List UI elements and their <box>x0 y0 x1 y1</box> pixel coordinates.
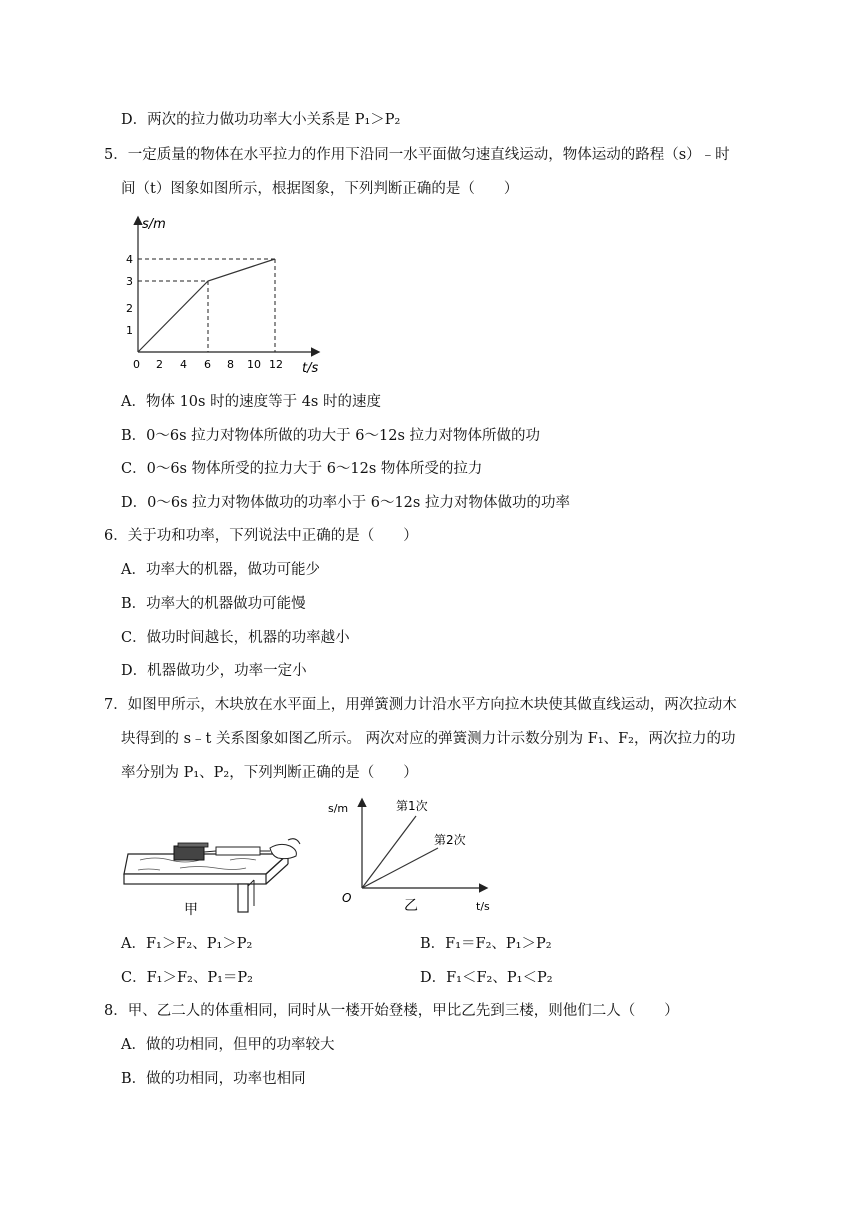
q5-ytick-2: 2 <box>126 302 133 315</box>
q7-st-chart <box>328 794 494 918</box>
q7-fig-yi-label: 乙 <box>404 898 418 914</box>
q5-option-a: A．物体 10s 时的速度等于 4s 时的速度 <box>121 394 381 410</box>
q7-option-c: C．F₁＞F₂、P₁＝P₂ <box>121 970 253 986</box>
q5-series-line <box>138 259 275 352</box>
q8-stem: 8．甲、乙二人的体重相同，同时从一楼开始登楼，甲比乙先到三楼，则他们二人（ ） <box>104 1003 679 1019</box>
q5-xtick-0: 0 <box>133 358 140 371</box>
q5-xtick-10: 10 <box>247 358 261 371</box>
q6-option-b: B．功率大的机器做功可能慢 <box>121 596 306 612</box>
q5-stem-line2: 间（t）图象如图所示，根据图象，下列判断正确的是（ ） <box>121 181 519 197</box>
q5-option-c: C．0～6s 物体所受的拉力大于 6～12s 物体所受的拉力 <box>121 461 483 477</box>
spring-scale <box>216 847 260 855</box>
q7-xlabel: t/s <box>476 900 490 913</box>
q5-option-b: B．0～6s 拉力对物体所做的功大于 6～12s 拉力对物体所做的功 <box>121 428 540 444</box>
q7-stem-line1: 7．如图甲所示，木块放在水平面上，用弹簧测力计沿水平方向拉木块使其做直线运动，两次拉动木 <box>104 697 737 713</box>
q5-option-d: D．0～6s 拉力对物体做功的功率小于 6～12s 拉力对物体做功的功率 <box>121 495 570 511</box>
q7-ylabel: s/m <box>328 802 349 815</box>
q5-ylabel: s/m <box>142 217 166 232</box>
q6-option-a: A．功率大的机器，做功可能少 <box>121 562 320 578</box>
q6-stem: 6．关于功和功率，下列说法中正确的是（ ） <box>104 528 418 544</box>
q7-option-b: B．F₁＝F₂、P₁＞P₂ <box>420 936 552 952</box>
q7-series-1-label: 第1次 <box>396 799 428 813</box>
q7-series-2-label: 第2次 <box>434 833 466 847</box>
q7-series-1-line <box>362 816 416 888</box>
q7-figure-jia <box>120 826 320 918</box>
q5-st-chart <box>120 210 330 380</box>
wooden-block <box>174 846 204 860</box>
q7-option-d: D．F₁＜F₂、P₁＜P₂ <box>420 970 553 986</box>
q5-ytick-4: 4 <box>126 253 133 266</box>
q7-origin-label: O <box>342 891 352 905</box>
q4-option-d: D．两次的拉力做功功率大小关系是 P₁＞P₂ <box>121 112 401 128</box>
q6-option-d: D．机器做功少，功率一定小 <box>121 663 307 679</box>
q7-stem-line2: 块得到的 s﹣t 关系图象如图乙所示。 两次对应的弹簧测力计示数分别为 F₁、F₂，两次拉力的功 <box>121 731 736 747</box>
q6-option-c: C．做功时间越长，机器的功率越小 <box>121 630 350 646</box>
table-leg <box>238 884 248 912</box>
q5-ytick-3: 3 <box>126 275 133 288</box>
q7-option-a: A．F₁＞F₂、P₁＞P₂ <box>121 936 253 952</box>
q5-xtick-8: 8 <box>227 358 234 371</box>
q7-series-2-line <box>362 848 438 888</box>
q5-xtick-12: 12 <box>269 358 283 371</box>
q5-xtick-6: 6 <box>204 358 211 371</box>
q8-option-b: B．做的功相同，功率也相同 <box>121 1071 306 1087</box>
q5-xlabel: t/s <box>302 361 319 376</box>
q5-stem-line1: 5．一定质量的物体在水平拉力的作用下沿同一水平面做匀速直线运动，物体运动的路程（s）﹣时 <box>104 147 730 163</box>
table-top <box>124 854 288 874</box>
q5-ytick-1: 1 <box>126 324 133 337</box>
q5-xtick-4: 4 <box>180 358 187 371</box>
q7-fig-jia-label: 甲 <box>184 902 198 918</box>
q8-option-a: A．做的功相同，但甲的功率较大 <box>121 1037 335 1053</box>
table-edge <box>124 874 266 884</box>
q7-stem-line3: 率分别为 P₁、P₂，下列判断正确的是（ ） <box>121 765 418 781</box>
q5-xtick-2: 2 <box>156 358 163 371</box>
